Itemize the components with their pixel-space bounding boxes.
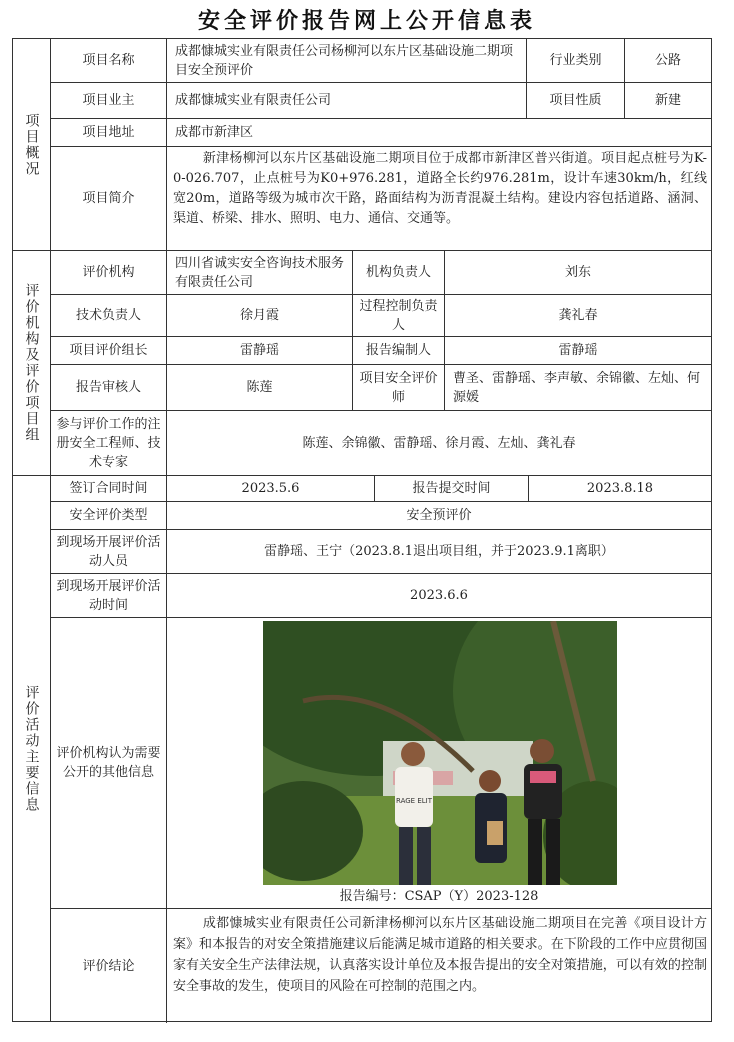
other-info-photo-cell (167, 618, 711, 909)
agency-head-label: 机构负责人 (353, 251, 445, 295)
project-intro-value (167, 147, 711, 251)
group-leader-label: 项目评价组长 (51, 337, 167, 365)
agency-org-label: 评价机构 (51, 251, 167, 295)
compiler-value: 雷静瑶 (445, 337, 711, 365)
section-overview-header: 项目概况 (13, 39, 51, 251)
conclusion-text: 成都慷城实业有限责任公司新津杨柳河以东片区基础设施二期项目在完善《项目设计方案》和本报告的对安全策措施建议后能满足城市道路的相关要求。在下阶段的工作中应贯彻国家有关安全生产法律法规，认真落实设计单位及本报告提出的安全对策措施，可以有效的控制安全事故的发生，使项目的风险在可控制的范围之内。 (173, 916, 707, 994)
industry-value: 公路 (625, 39, 711, 83)
experts-label: 参与评价工作的注册安全工程师、技术专家 (51, 411, 167, 476)
page-title: 安全评价报告网上公开信息表 (197, 8, 536, 34)
shirt-print-text: RAGE ELIT (396, 797, 432, 805)
site-staff-label: 到现场开展评价活动人员 (51, 530, 167, 574)
other-info-label: 评价机构认为需要公开的其他信息 (51, 618, 167, 909)
info-table (12, 38, 712, 1022)
eval-type-label: 安全评价类型 (51, 502, 167, 530)
conclusion-label: 评价结论 (51, 909, 167, 1023)
report-number-caption: 报告编号：CSAP（Y）2023-128 (339, 889, 539, 904)
tech-lead-value: 徐月霞 (167, 295, 353, 337)
site-staff-value: 雷静瑶、王宁（2023.8.1退出项目组，并于2023.9.1离职） (167, 530, 711, 574)
project-nature-label: 项目性质 (527, 83, 625, 119)
group-leader-value: 雷静瑶 (167, 337, 353, 365)
project-address-label: 项目地址 (51, 119, 167, 147)
agency-org-value: 四川省诚实安全咨询技术服务有限责任公司 (167, 251, 353, 295)
reviewer-label: 报告审核人 (51, 365, 167, 411)
contract-date-value: 2023.5.6 (167, 476, 375, 502)
site-time-value: 2023.6.6 (167, 574, 711, 618)
section-agency-header: 评价机构及评价项目组 (13, 251, 51, 476)
section-activity-header: 评价活动主要信息 (13, 476, 51, 1021)
evaluators-label: 项目安全评价师 (353, 365, 445, 411)
process-control-value: 龚礼春 (445, 295, 711, 337)
eval-type-value: 安全预评价 (167, 502, 711, 530)
site-photo-drawing (263, 621, 617, 885)
conclusion-value (167, 909, 711, 1023)
project-address-value: 成都市新津区 (167, 119, 711, 147)
submit-date-label: 报告提交时间 (375, 476, 529, 502)
evaluators-value: 曹圣、雷静瑶、李声敏、余锦徽、左灿、何源媛 (445, 365, 711, 411)
experts-value: 陈莲、余锦徽、雷静瑶、徐月霞、左灿、龚礼春 (167, 411, 711, 476)
project-name-label: 项目名称 (51, 39, 167, 83)
site-photo (263, 621, 617, 885)
project-owner-value: 成都慷城实业有限责任公司 (167, 83, 527, 119)
project-intro-text: 新津杨柳河以东片区基础设施二期项目位于成都市新津区普兴街道。项目起点桩号为K-0-026.707，止点桩号为K0+976.281，道路全长约976.281m，设计车速30km/h，红线宽20m，道路等级为城市次干路，路面结构为沥青混凝土结构。建设内容包括道路、涵洞、渠道、桥梁、排水、照明、电力、通信、交通等。 (173, 151, 707, 226)
compiler-label: 报告编制人 (353, 337, 445, 365)
site-time-label: 到现场开展评价活动时间 (51, 574, 167, 618)
process-control-label: 过程控制负责人 (353, 295, 445, 337)
reviewer-value: 陈莲 (167, 365, 353, 411)
tech-lead-label: 技术负责人 (51, 295, 167, 337)
submit-date-value: 2023.8.18 (529, 476, 711, 502)
project-nature-value: 新建 (625, 83, 711, 119)
project-intro-label: 项目简介 (51, 147, 167, 251)
project-name-value: 成都慷城实业有限责任公司杨柳河以东片区基础设施二期项目安全预评价 (167, 39, 527, 83)
project-owner-label: 项目业主 (51, 83, 167, 119)
agency-head-value: 刘东 (445, 251, 711, 295)
contract-date-label: 签订合同时间 (51, 476, 167, 502)
industry-label: 行业类别 (527, 39, 625, 83)
